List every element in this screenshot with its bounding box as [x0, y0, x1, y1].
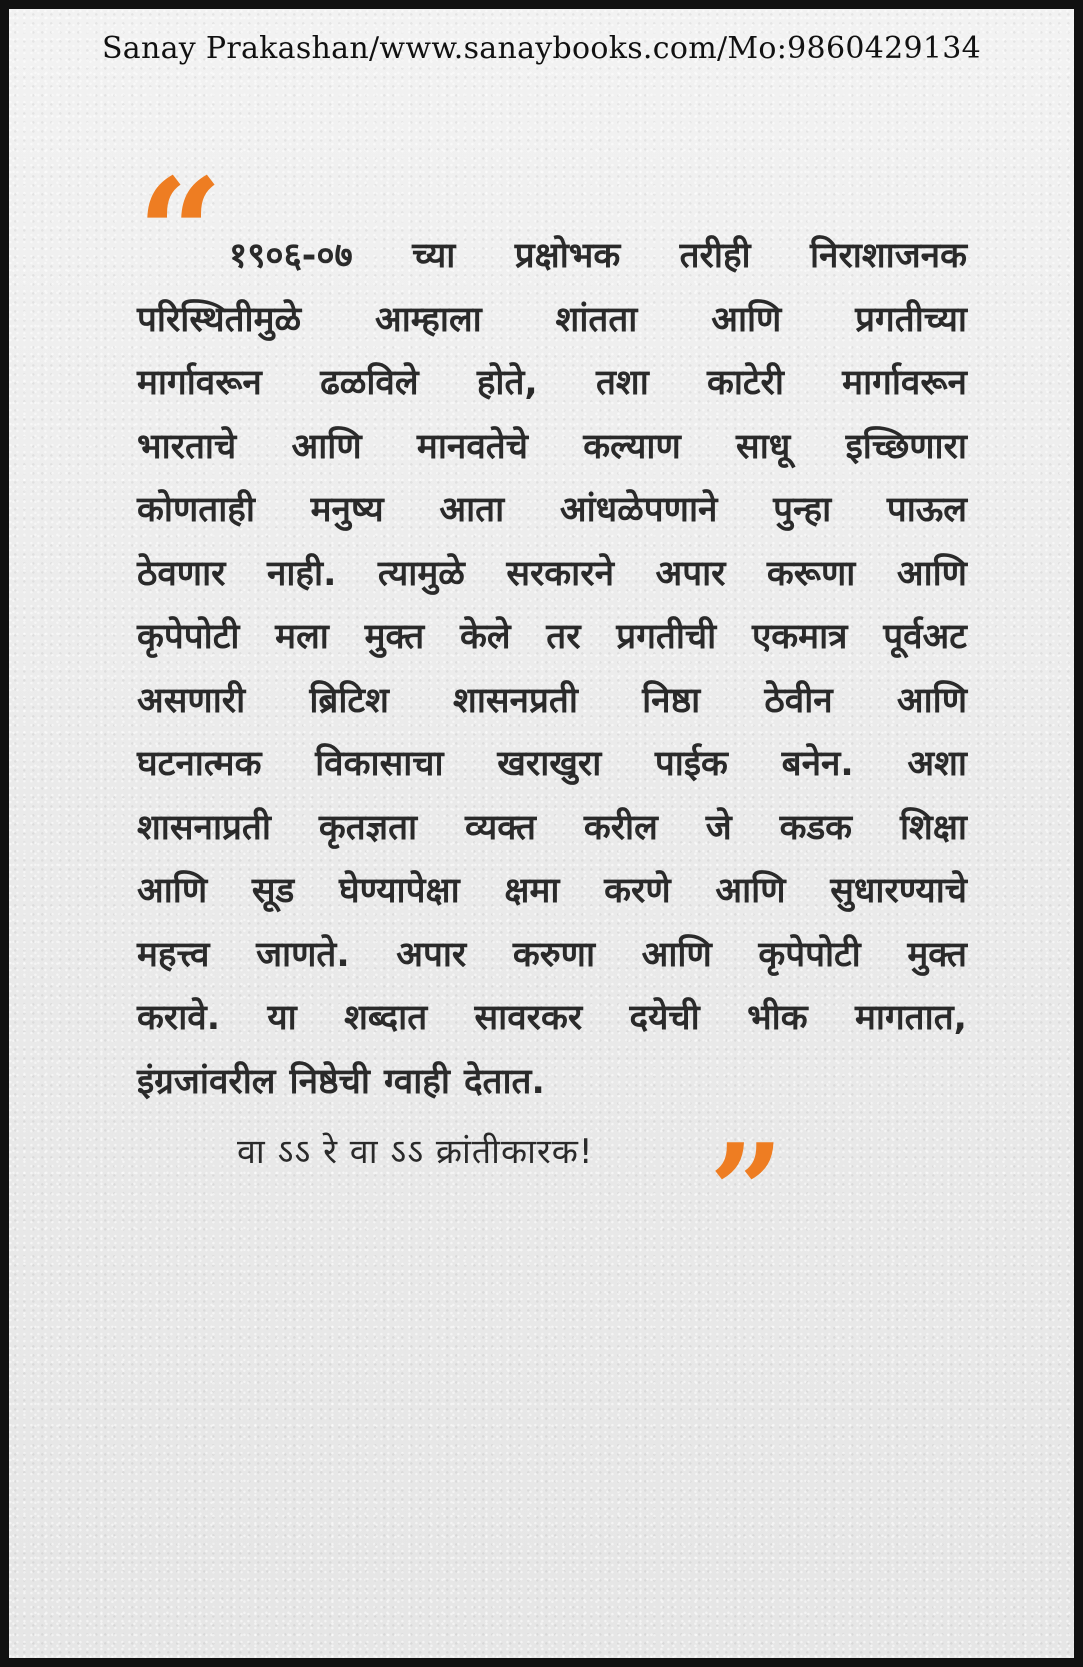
quote-word: मला	[275, 617, 329, 657]
quote-word: शासनाप्रती	[137, 807, 271, 848]
quote-word: क्षमा	[504, 871, 560, 911]
quote-word: कृपेपोटी	[758, 934, 861, 975]
quote-word: आणि	[896, 680, 967, 721]
quote-word: अपार	[396, 934, 467, 975]
quote-word: आणि	[715, 871, 786, 911]
quote-word: ठेवीन	[764, 680, 833, 721]
quote-line	[137, 612, 967, 676]
quote-word: सरकारने	[506, 553, 614, 594]
publisher-header: Sanay Prakashan/www.sanaybooks.com/Mo:9860429134	[101, 31, 982, 66]
quote-word: मुक्त	[364, 617, 425, 657]
quote-word: या	[267, 998, 297, 1038]
quote-word: आणि	[711, 299, 782, 340]
quote-word: मार्गावरून	[842, 363, 967, 403]
quote-word: करुणा	[512, 934, 596, 975]
quote-body	[137, 231, 967, 1120]
quote-word: पुन्हा	[773, 490, 832, 530]
quote-word: निराशाजनक	[809, 236, 967, 276]
quote-word: आता	[439, 490, 505, 530]
quote-word: आणि	[896, 553, 967, 594]
quote-word: आणि	[291, 426, 362, 467]
quote-word: सुधारण्याचे	[830, 871, 967, 911]
quote-word: काटेरी	[706, 363, 784, 403]
quote-word: मुक्त	[907, 934, 967, 975]
quote-word: महत्त्व	[137, 934, 210, 975]
quote-word: मनुष्य	[310, 490, 384, 530]
open-quote-icon: “	[137, 146, 224, 322]
quote-line	[137, 231, 967, 295]
quote-word: परिस्थितीमुळे	[137, 299, 302, 340]
quote-word: आम्हाला	[374, 299, 482, 340]
quote-word: च्या	[412, 236, 456, 276]
quote-word: प्रक्षोभक	[514, 236, 621, 276]
quote-word: करावे.	[137, 998, 221, 1038]
quote-word: तर	[546, 617, 581, 657]
quote-line	[137, 866, 967, 930]
quote-word: केले	[459, 617, 511, 657]
quote-word: ढळविले	[320, 363, 419, 403]
quote-word: शांतता	[555, 299, 638, 340]
quote-word: साधू	[736, 426, 791, 467]
quote-word: प्रगतीच्या	[855, 299, 967, 340]
quote-word: एकमात्र	[751, 617, 848, 657]
quote-word: शासनप्रती	[453, 680, 578, 721]
quote-word: तशा	[595, 363, 649, 403]
quote-word: आंधळेपणाने	[559, 490, 718, 530]
quote-word: पाऊल	[886, 490, 967, 530]
quote-word: मार्गावरून	[137, 363, 262, 403]
quote-line	[137, 295, 967, 359]
quote-word: घटनात्मक	[137, 744, 262, 784]
quote-word: सावरकर	[474, 998, 583, 1038]
quote-line	[137, 358, 967, 422]
quote-line	[137, 485, 967, 549]
quote-word: मागतात,	[854, 998, 967, 1038]
quote-line	[137, 422, 967, 486]
quote-word: जे	[705, 807, 732, 848]
quote-word: ठेवणार	[137, 553, 226, 594]
quote-word: दयेची	[629, 998, 700, 1038]
quote-word: शिक्षा	[899, 807, 967, 848]
quote-word: कृतज्ञता	[318, 807, 418, 848]
quote-word: ग्वाही	[383, 1061, 450, 1102]
quote-word: सूड	[251, 871, 295, 911]
quote-line	[137, 676, 967, 740]
quote-word: जाणते.	[256, 934, 350, 975]
close-quote-icon: ”	[709, 1115, 784, 1268]
quote-line	[137, 803, 967, 867]
quote-word: आणि	[137, 871, 208, 911]
quote-word: निष्ठेची	[289, 1061, 370, 1102]
quote-word: होते,	[476, 363, 538, 403]
quote-word: कडक	[779, 807, 853, 848]
quote-word: त्यामुळे	[377, 553, 465, 594]
quote-word: ब्रिटिश	[309, 680, 389, 721]
quote-word: कल्याण	[583, 426, 681, 467]
quote-word: नाही.	[266, 553, 337, 594]
quote-word: शब्दात	[344, 998, 428, 1038]
quote-word: विकासाचा	[315, 744, 444, 784]
quote-line	[137, 1057, 967, 1121]
quote-word: पाईक	[654, 744, 728, 784]
quote-word: अशा	[907, 744, 967, 784]
quote-word: करणे	[604, 871, 671, 911]
exclamation-line: वा ऽऽ रे वा ऽऽ क्रांतीकारक!	[237, 1132, 594, 1172]
quote-word: करूणा	[766, 553, 856, 594]
quote-word: पूर्वअट	[883, 617, 967, 657]
quote-line	[137, 549, 967, 613]
quote-word: तरीही	[679, 236, 751, 276]
quote-word: निष्ठा	[642, 680, 701, 721]
quote-word: भीक	[747, 998, 808, 1038]
quote-word: घेण्यापेक्षा	[338, 871, 460, 911]
quote-word: कोणताही	[137, 490, 255, 530]
quote-word: असणारी	[137, 680, 246, 721]
quote-word: इच्छिणारा	[845, 426, 967, 467]
quote-line	[137, 993, 967, 1057]
quote-word: करील	[583, 807, 658, 848]
quote-word: बनेन.	[781, 744, 854, 784]
quote-line	[137, 739, 967, 803]
quote-word: कृपेपोटी	[137, 617, 240, 657]
quote-word: देतात.	[463, 1061, 545, 1102]
quote-word: भारताचे	[137, 426, 237, 467]
quote-word: मानवतेचे	[416, 426, 528, 467]
quote-word: प्रगतीची	[616, 617, 717, 657]
quote-line	[137, 930, 967, 994]
quote-word: आणि	[641, 934, 712, 975]
quote-word: व्यक्त	[464, 807, 536, 848]
quote-word: अपार	[655, 553, 726, 594]
quote-word: खराखुरा	[497, 744, 602, 784]
quote-word: इंग्रजांवरील	[137, 1061, 276, 1102]
quote-word: १९०६-०७	[229, 236, 353, 276]
